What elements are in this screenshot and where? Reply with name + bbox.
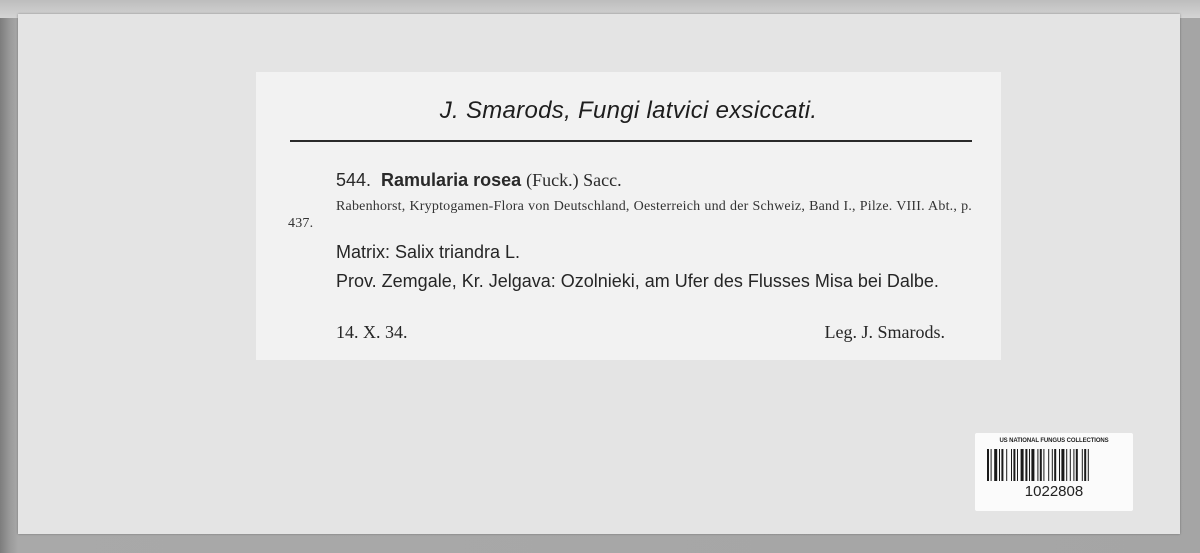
barcode-number: 1022808: [1024, 483, 1084, 500]
species-name: Ramularia rosea: [381, 170, 522, 190]
collection-date: 14. X. 34.: [336, 322, 408, 342]
species-authority: (Fuck.) Sacc.: [526, 170, 622, 190]
locality-line: Prov. Zemgale, Kr. Jelgava: Ozolnieki, am Ufer des Flusses Misa bei Dalbe.: [336, 271, 939, 291]
entry-number: 544.: [336, 170, 372, 190]
label-title: J. Smarods, Fungi latvici exsiccati.: [439, 97, 818, 124]
specimen-label: [256, 72, 1001, 360]
species-entry: [336, 170, 622, 191]
matrix-line: Matrix: Salix triandra L.: [336, 242, 521, 262]
collector-name: Leg. J. Smarods.: [824, 322, 945, 342]
barcode-icon: [987, 449, 1121, 481]
literature-reference: Rabenhorst, Kryptogamen-Flora von Deutschland, Oesterreich und der Schweiz, Band I., Pilze. VIII. Abt., p. 437.: [288, 199, 972, 231]
barcode-header: US NATIONAL FUNGUS COLLECTIONS: [999, 438, 1109, 444]
barcode-label: [975, 433, 1133, 511]
title-rule: [290, 140, 972, 142]
